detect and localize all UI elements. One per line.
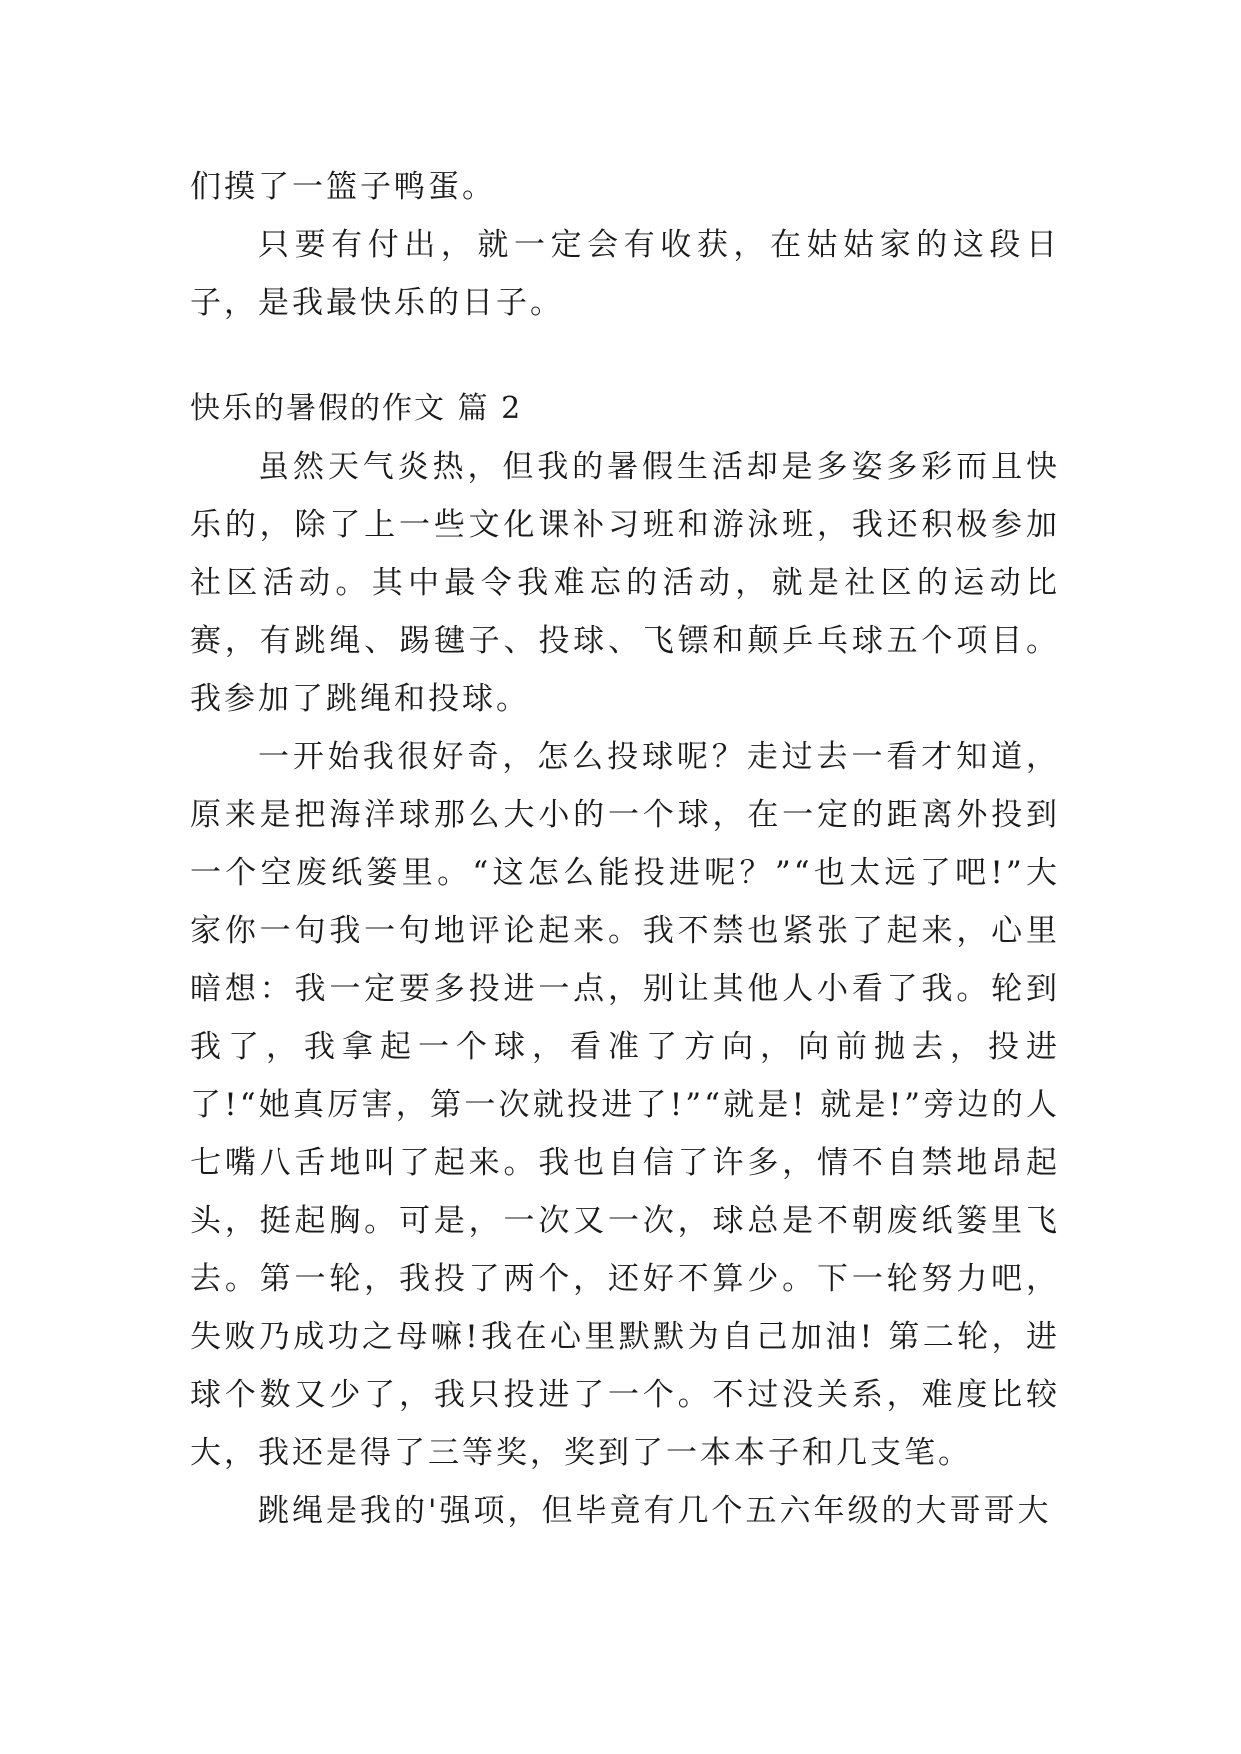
paragraph-intro: 虽然天气炎热，但我的暑假生活却是多姿多彩而且快乐的，除了上一些文化课补习班和游泳班，我还积极参加社区活动。其中最令我难忘的活动，就是社区的运动比赛，有跳绳、踢毽子、投球、飞镖和颠乒乓球五个项目。我参加了跳绳和投球。	[190, 449, 1060, 717]
paragraph-throwing-ball: 一开始我很好奇，怎么投球呢？走过去一看才知道，原来是把海洋球那么大小的一个球，在一定的距离外投到一个空废纸篓里。“这怎么能投进呢？”“也太远了吧!”大家你一句我一句地评论起来。我不禁也紧张了起来，心里暗想：我一定要多投进一点，别让其他人小看了我。轮到我了，我拿起一个球，看准了方向，向前抛去，投进了!“她真厉害，第一次就投进了!”“就是! 就是!”旁边的人七嘴八舌地叫了起来。我也自信了许多，情不自禁地昂起头，挺起胸。可是，一次又一次，球总是不朝废纸篓里飞去。第一轮，我投了两个，还好不算少。下一轮努力吧，失败乃成功之母嘛!我在心里默默为自己加油! 第二轮，进球个数又少了，我只投进了一个。不过没关系，难度比较大，我还是得了三等奖，奖到了一本本子和几支笔。	[190, 739, 1060, 1471]
paragraph-conclusion: 只要有付出，就一定会有收获，在姑姑家的这段日子，是我最快乐的日子。	[190, 227, 1060, 321]
paragraph-continuation: 们摸了一篮子鸭蛋。	[190, 169, 496, 205]
paragraph-jump-rope: 跳绳是我的'强项，但毕竟有几个五六年级的大哥哥大	[258, 1493, 1052, 1529]
document-body	[190, 158, 1060, 1540]
section-heading: 快乐的暑假的作文 篇 2	[190, 391, 523, 426]
